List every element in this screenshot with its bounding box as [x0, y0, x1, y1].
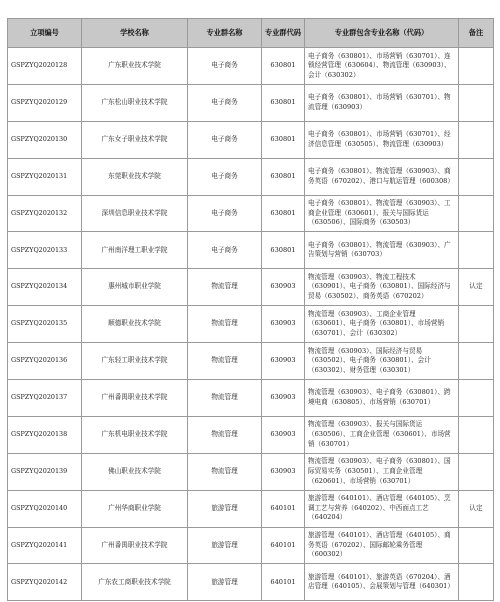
- cell-remark: [459, 158, 494, 195]
- cell-group: 物流管理: [188, 416, 262, 453]
- cell-majors: 旅游管理（640101）、酒店管理（640105）、商务英语（670202）、国际邮轮乘务管理（600302）: [305, 527, 459, 564]
- cell-group: 物流管理: [188, 380, 262, 417]
- table-row: [8, 84, 494, 121]
- cell-group: 旅游管理: [188, 564, 262, 601]
- cell-remark: [459, 121, 494, 158]
- cell-majors: 物流管理（630903）、工商企业管理（630601）、电子商务（630801）、市场营销（630701）、会计（630302）: [305, 306, 459, 343]
- cell-majors: 电子商务（630801）、市场营销（630701）、连锁经营管理（630604）、物流管理（630903）、会计（630302）: [305, 48, 459, 85]
- cell-school: 佛山职业技术学院: [82, 453, 188, 490]
- cell-school: 广州番禺职业技术学院: [82, 527, 188, 564]
- table-row: [8, 306, 494, 343]
- cell-code: 630801: [262, 158, 305, 195]
- cell-id: GSPZYQ2020139: [8, 453, 82, 490]
- cell-code: 630801: [262, 121, 305, 158]
- cell-group: 物流管理: [188, 453, 262, 490]
- cell-code: 630903: [262, 453, 305, 490]
- cell-code: 640101: [262, 564, 305, 601]
- project-table: [7, 18, 494, 601]
- cell-group: 电子商务: [188, 195, 262, 232]
- cell-id: GSPZYQ2020142: [8, 564, 82, 601]
- cell-school: 广州华商职业学院: [82, 490, 188, 527]
- cell-code: 630801: [262, 195, 305, 232]
- cell-group: 旅游管理: [188, 527, 262, 564]
- table-row: [8, 158, 494, 195]
- cell-code: 630903: [262, 416, 305, 453]
- cell-school: 广州南洋理工职业学院: [82, 232, 188, 269]
- cell-group: 电子商务: [188, 84, 262, 121]
- cell-id: GSPZYQ2020130: [8, 121, 82, 158]
- cell-code: 630903: [262, 269, 305, 306]
- cell-id: GSPZYQ2020134: [8, 269, 82, 306]
- cell-id: GSPZYQ2020128: [8, 48, 82, 85]
- cell-majors: 电子商务（630801）、市场营销（630701）、经济信息管理（630505）、物流管理（630903）: [305, 121, 459, 158]
- table-row: [8, 343, 494, 380]
- cell-majors: 电子商务（630801）、市场营销（630701）、物流管理（630903）: [305, 84, 459, 121]
- header-majors: 专业群包含专业名称（代码）: [305, 19, 459, 48]
- table-row: [8, 232, 494, 269]
- cell-remark: [459, 453, 494, 490]
- table-row: [8, 527, 494, 564]
- cell-remark: [459, 416, 494, 453]
- cell-group: 电子商务: [188, 48, 262, 85]
- cell-majors: 电子商务（630801）、物流管理（630903）、商务英语（670202）、港口与航运管理（600308）: [305, 158, 459, 195]
- cell-remark: [459, 306, 494, 343]
- cell-group: 物流管理: [188, 343, 262, 380]
- cell-school: 东莞职业技术学院: [82, 158, 188, 195]
- cell-remark: [459, 48, 494, 85]
- header-group: 专业群名称: [188, 19, 262, 48]
- cell-majors: 物流管理（630903）、物流工程技术（630901）、电子商务（630801）、国际经济与贸易（630502）、商务英语（670202）: [305, 269, 459, 306]
- cell-code: 630903: [262, 380, 305, 417]
- cell-remark: [459, 380, 494, 417]
- cell-remark: [459, 527, 494, 564]
- cell-remark: [459, 195, 494, 232]
- header-remark: 备注: [459, 19, 494, 48]
- cell-group: 旅游管理: [188, 490, 262, 527]
- cell-remark: [459, 232, 494, 269]
- table-row: [8, 380, 494, 417]
- header-code: 专业群代码: [262, 19, 305, 48]
- cell-id: GSPZYQ2020141: [8, 527, 82, 564]
- cell-majors: 物流管理（630903）、电子商务（630801）、国际贸易实务（630501）、工商企业管理（620601）、市场营销（630701）: [305, 453, 459, 490]
- cell-majors: 旅游管理（640101）、旅游英语（670204）、酒店管理（640105）、会展策划与管理（640301）: [305, 564, 459, 601]
- cell-code: 630801: [262, 232, 305, 269]
- cell-school: 惠州城市职业学院: [82, 269, 188, 306]
- cell-school: 广东松山职业技术学院: [82, 84, 188, 121]
- cell-remark: 认定: [459, 269, 494, 306]
- cell-majors: 电子商务（630801）、物流管理（630903）、工商企业管理（630601）、报关与国际货运（630506）、国际商务（630503）: [305, 195, 459, 232]
- cell-school: 广东女子职业技术学院: [82, 121, 188, 158]
- table-row: [8, 195, 494, 232]
- cell-school: 广东农工商职业技术学院: [82, 564, 188, 601]
- table-row: [8, 490, 494, 527]
- cell-code: 630801: [262, 84, 305, 121]
- cell-code: 640101: [262, 527, 305, 564]
- header-school: 学校名称: [82, 19, 188, 48]
- cell-majors: 物流管理（630903）、电子商务（630801）、跨境电商（630805）、市场营销（630701）: [305, 380, 459, 417]
- cell-majors: 旅游管理（640101）、酒店管理（640105）、烹调工艺与营养（640202）、中西面点工艺（640204）: [305, 490, 459, 527]
- cell-id: GSPZYQ2020129: [8, 84, 82, 121]
- table-row: [8, 416, 494, 453]
- cell-code: 630801: [262, 48, 305, 85]
- cell-school: 深圳信息职业技术学院: [82, 195, 188, 232]
- cell-id: GSPZYQ2020138: [8, 416, 82, 453]
- cell-school: 广东职业技术学院: [82, 48, 188, 85]
- cell-group: 物流管理: [188, 306, 262, 343]
- cell-remark: [459, 84, 494, 121]
- cell-majors: 物流管理（630903）、报关与国际货运（630506）、工商企业管理（630601）、市场营销（630701）: [305, 416, 459, 453]
- cell-id: GSPZYQ2020140: [8, 490, 82, 527]
- table-row: [8, 564, 494, 601]
- cell-id: GSPZYQ2020132: [8, 195, 82, 232]
- cell-id: GSPZYQ2020133: [8, 232, 82, 269]
- cell-majors: 物流管理（630903）、国际经济与贸易（630502）、电子商务（630801）、会计（630302）、财务管理（630301）: [305, 343, 459, 380]
- cell-school: 广东轻工职业技术学院: [82, 343, 188, 380]
- cell-school: 广东机电职业技术学院: [82, 416, 188, 453]
- cell-code: 630903: [262, 343, 305, 380]
- header-row: [8, 19, 494, 48]
- table-body: [8, 48, 494, 601]
- cell-code: 640101: [262, 490, 305, 527]
- table-row: [8, 269, 494, 306]
- cell-id: GSPZYQ2020136: [8, 343, 82, 380]
- cell-id: GSPZYQ2020137: [8, 380, 82, 417]
- cell-group: 电子商务: [188, 121, 262, 158]
- table-row: [8, 453, 494, 490]
- cell-remark: 认定: [459, 490, 494, 527]
- cell-majors: 电子商务（630801）、物流管理（630903）、广告策划与营销（630703）: [305, 232, 459, 269]
- cell-group: 电子商务: [188, 232, 262, 269]
- cell-id: GSPZYQ2020135: [8, 306, 82, 343]
- cell-school: 顺德职业技术学院: [82, 306, 188, 343]
- header-id: 立项编号: [8, 19, 82, 48]
- table-header: [8, 19, 494, 48]
- table-row: [8, 48, 494, 85]
- table-row: [8, 121, 494, 158]
- cell-remark: [459, 343, 494, 380]
- cell-code: 630903: [262, 306, 305, 343]
- cell-school: 广州番禺职业技术学院: [82, 380, 188, 417]
- cell-group: 电子商务: [188, 158, 262, 195]
- cell-group: 物流管理: [188, 269, 262, 306]
- cell-id: GSPZYQ2020131: [8, 158, 82, 195]
- cell-remark: [459, 564, 494, 601]
